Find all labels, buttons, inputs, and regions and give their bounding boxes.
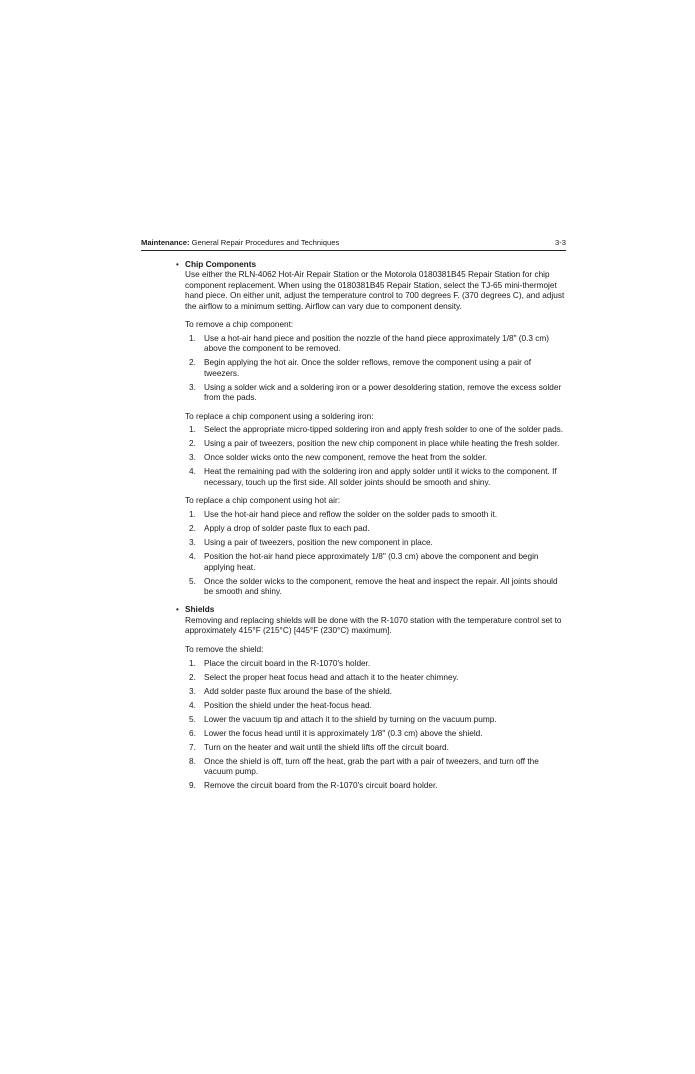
header-rule (141, 250, 566, 251)
step-number: 3. (189, 538, 196, 548)
header-section-bold: Maintenance: (141, 238, 190, 247)
list-item (185, 334, 566, 355)
step-number: 5. (189, 714, 196, 724)
section-shields (174, 605, 566, 791)
list-item (185, 701, 566, 711)
step-text: Position the shield under the heat-focus head. (204, 700, 372, 710)
page-header (141, 238, 566, 250)
step-text: Select the proper heat focus head and attach it to the heater chimney. (204, 672, 459, 682)
procedure-intro: To replace a chip component using a soldering iron: (185, 411, 374, 421)
section-title: Shields (185, 605, 215, 615)
header-section-text: General Repair Procedures and Techniques (189, 238, 340, 247)
step-number: 3. (189, 686, 196, 696)
list-item (185, 439, 566, 449)
step-number: 2. (189, 524, 196, 534)
step-text: Turn on the heater and wait until the shield lifts off the circuit board. (204, 742, 449, 752)
list-item (185, 524, 566, 534)
step-number: 2. (189, 358, 196, 368)
step-text: Position the hot-air hand piece approximately 1/8" (0.3 cm) above the component and begin applying heat. (204, 552, 539, 572)
step-text: Using a pair of tweezers, position the new chip component in place while heating the fresh solder. (204, 439, 560, 449)
list-item (185, 743, 566, 753)
step-text: Begin applying the hot air. Once the solder reflows, remove the component using a pair of tweezers. (204, 358, 531, 378)
step-text: Lower the focus head until it is approximately 1/8" (0.3 cm) above the shield. (204, 728, 483, 738)
section-chip-components (174, 260, 566, 597)
procedure-steps (185, 334, 566, 404)
step-number: 1. (189, 333, 196, 343)
step-text: Heat the remaining pad with the soldering iron and apply solder until it wicks to the component. If necessary, touch up the first side. All solder joints should be smooth and shiny. (204, 467, 557, 487)
step-number: 1. (189, 425, 196, 435)
list-item (185, 425, 566, 435)
page-number: 3-3 (555, 238, 566, 247)
step-number: 1. (189, 510, 196, 520)
section-title: Chip Components (185, 260, 257, 269)
page-body (174, 260, 566, 795)
step-text: Once the shield is off, turn off the heat, grab the part with a pair of tweezers, and turn off the vacuum pump. (204, 756, 539, 776)
step-number: 9. (189, 780, 196, 790)
step-number: 2. (189, 672, 196, 682)
list-item (185, 467, 566, 488)
list-item (185, 383, 566, 404)
step-number: 4. (189, 700, 196, 710)
step-number: 5. (189, 576, 196, 586)
step-number: 8. (189, 756, 196, 766)
list-item (185, 757, 566, 778)
step-number: 4. (189, 552, 196, 562)
step-text: Select the appropriate micro-tipped soldering iron and apply fresh solder to one of the solder pads. (204, 425, 564, 435)
section-body: Removing and replacing shields will be done with the R-1070 station with the temperature control set to approximately 415°F (215°C) [445°F (230°C) maximum]. (185, 615, 562, 636)
list-item (185, 687, 566, 697)
step-text: Using a pair of tweezers, position the new component in place. (204, 538, 433, 548)
step-text: Once the solder wicks to the component, remove the heat and inspect the repair. All joints should be smooth and shiny. (204, 576, 558, 596)
list-item (185, 552, 566, 573)
list-item (185, 659, 566, 669)
bullet-icon: • (176, 260, 179, 269)
step-text: Remove the circuit board from the R-1070's circuit board holder. (204, 780, 438, 790)
list-item (185, 715, 566, 725)
step-text: Lower the vacuum tip and attach it to the shield by turning on the vacuum pump. (204, 714, 497, 724)
step-number: 2. (189, 439, 196, 449)
bullet-icon: • (176, 605, 179, 615)
step-text: Place the circuit board in the R-1070's holder. (204, 658, 371, 668)
list-item (185, 538, 566, 548)
step-text: Apply a drop of solder paste flux to each pad. (204, 524, 370, 534)
list-item (185, 781, 566, 791)
step-number: 3. (189, 382, 196, 392)
step-text: Once solder wicks onto the new component, remove the heat from the solder. (204, 453, 487, 463)
step-text: Use the hot-air hand piece and reflow the solder on the solder pads to smooth it. (204, 510, 498, 520)
step-number: 1. (189, 658, 196, 668)
step-text: Add solder paste flux around the base of the shield. (204, 686, 393, 696)
step-number: 4. (189, 467, 196, 477)
procedure-intro: To remove a chip component: (185, 320, 294, 330)
list-item (185, 673, 566, 683)
step-number: 7. (189, 742, 196, 752)
step-number: 3. (189, 453, 196, 463)
procedure-intro: To replace a chip component using hot air: (185, 496, 341, 506)
procedure-steps (185, 425, 566, 488)
step-number: 6. (189, 728, 196, 738)
list-item (185, 729, 566, 739)
list-item (185, 510, 566, 520)
section-body: Use either the RLN-4062 Hot-Air Repair Station or the Motorola 0180381B45 Repair Station for chip component replacement. When using the 0180381B45 Repair Station, select the TJ-65 mini-thermojet hand piece. On either unit, adjust the temperature control to 700 degrees F. (370 degrees C), and adjust the airflow to a minimum setting. Airflow can vary due to component density. (185, 270, 565, 311)
procedure-steps (185, 659, 566, 792)
list-item (185, 358, 566, 379)
step-text: Use a hot-air hand piece and position the nozzle of the hand piece approximately 1/8" (0.3 cm) above the component to be removed. (204, 333, 550, 354)
procedure-intro: To remove the shield: (185, 644, 264, 654)
list-item (185, 453, 566, 463)
list-item (185, 577, 566, 598)
step-text: Using a solder wick and a soldering iron or a power desoldering station, remove the excess solder from the pads. (204, 382, 562, 403)
procedure-steps (185, 510, 566, 597)
header-section-title (141, 238, 339, 247)
